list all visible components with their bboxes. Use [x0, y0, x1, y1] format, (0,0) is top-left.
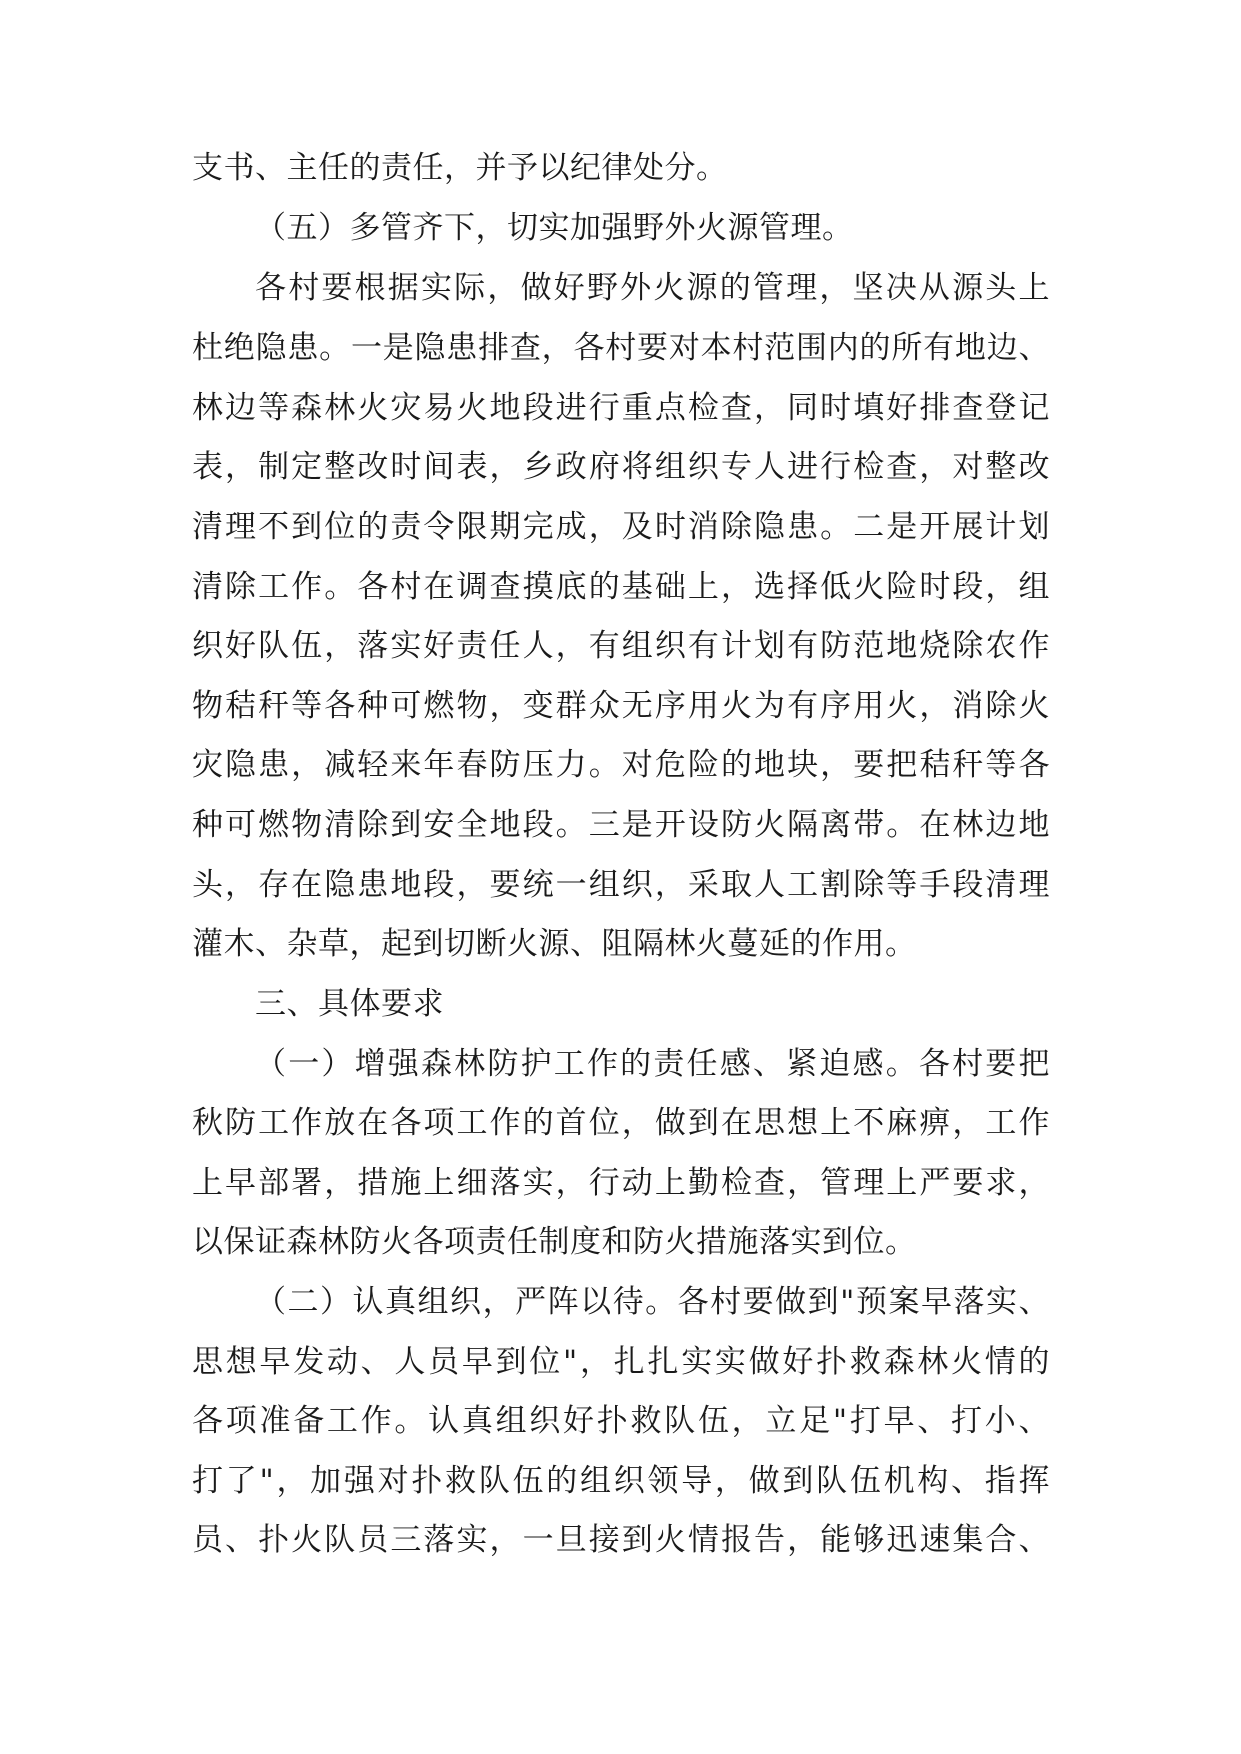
text-line-23: 打了"，加强对扑救队伍的组织领导，做到队伍机构、指挥 — [192, 1463, 1050, 1499]
text-line-14: 灌木、杂草，起到切断火源、阻隔林火蔓延的作用。 — [192, 926, 917, 962]
text-line-11: 灾隐患，减轻来年春防压力。对危险的地块，要把秸秆等各 — [192, 747, 1050, 783]
section-heading-3: 三、具体要求 — [255, 986, 444, 1022]
text-line-7: 清理不到位的责令限期完成，及时消除隐患。二是开展计划 — [192, 509, 1050, 545]
text-line-19: 以保证森林防火各项责任制度和防火措施落实到位。 — [192, 1224, 917, 1260]
text-line-8: 清除工作。各村在调查摸底的基础上，选择低火险时段，组 — [192, 569, 1050, 605]
text-line-10: 物秸秆等各种可燃物，变群众无序用火为有序用火，消除火 — [192, 688, 1050, 724]
text-line-22: 各项准备工作。认真组织好扑救队伍，立足"打早、打小、 — [192, 1403, 1050, 1439]
text-line-16: （一）增强森林防护工作的责任感、紧迫感。各村要把 — [255, 1046, 1050, 1082]
text-line-9: 织好队伍，落实好责任人，有组织有计划有防范地烧除农作 — [192, 628, 1050, 664]
section-heading-5: （五）多管齐下，切实加强野外火源管理。 — [255, 210, 854, 246]
text-line-3: 各村要根据实际，做好野外火源的管理，坚决从源头上 — [255, 270, 1050, 306]
text-line-4: 杜绝隐患。一是隐患排查，各村要对本村范围内的所有地边、 — [192, 330, 1050, 366]
text-line-21: 思想早发动、人员早到位"，扎扎实实做好扑救森林火情的 — [192, 1344, 1050, 1380]
text-line-12: 种可燃物清除到安全地段。三是开设防火隔离带。在林边地 — [192, 807, 1050, 843]
text-line-6: 表，制定整改时间表，乡政府将组织专人进行检查，对整改 — [192, 449, 1050, 485]
text-line-17: 秋防工作放在各项工作的首位，做到在思想上不麻痹，工作 — [192, 1105, 1050, 1141]
text-line-20: （二）认真组织，严阵以待。各村要做到"预案早落实、 — [255, 1284, 1050, 1320]
text-line-13: 头，存在隐患地段，要统一组织，采取人工割除等手段清理 — [192, 867, 1050, 903]
text-line-18: 上早部署，措施上细落实，行动上勤检查，管理上严要求， — [192, 1165, 1050, 1201]
text-line-24: 员、扑火队员三落实，一旦接到火情报告，能够迅速集合、 — [192, 1522, 1050, 1558]
text-line-5: 林边等森林火灾易火地段进行重点检查，同时填好排查登记 — [192, 390, 1050, 426]
text-line-1: 支书、主任的责任，并予以纪律处分。 — [192, 150, 728, 186]
